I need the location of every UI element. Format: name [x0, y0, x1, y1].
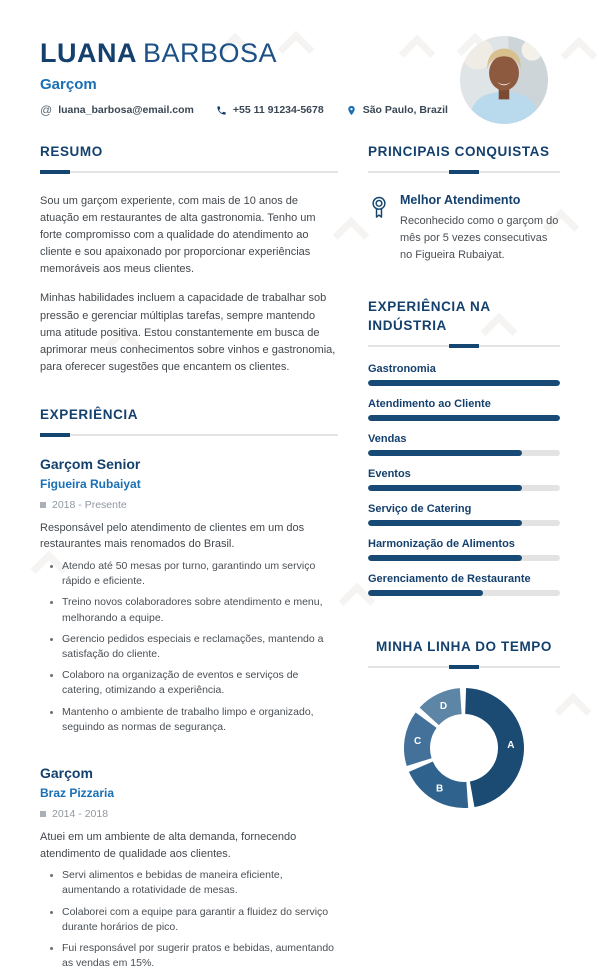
conquistas-heading: PRINCIPAIS CONQUISTAS [368, 144, 550, 159]
skill-item [368, 398, 560, 421]
resumo-paragraph: Minhas habilidades incluem a capacidade de trabalhar sob pressão e gerenciar múltiplas tarefas, sempre mantendo uma atitude positiva. Estou constantemente em busca de aprimorar meus conhecimentos sobre vinhos e gastronomia, para oferecer sugestões que encantem os clientes. [40, 292, 336, 373]
job-bullet: • Servi alimentos e bebidas de maneira eficiente, aumentando a rotatividade de mesas. [62, 868, 338, 898]
email-text: luana_barbosa@email.com [58, 104, 194, 116]
phone-text: +55 11 91234-5678 [232, 104, 324, 116]
svg-text:A: A [507, 740, 515, 752]
job-bullet: • Atendo até 50 mesas por turno, garantindo um serviço rápido e eficiente. [62, 559, 338, 589]
svg-text:C: C [414, 735, 422, 747]
section-resumo [40, 143, 338, 376]
skill-label: Eventos [368, 467, 411, 480]
svg-text:D: D [439, 701, 448, 713]
job-bullet: • Colaborei com a equipe para garantir a fluidez do serviço durante horários de pico. [62, 905, 338, 935]
job-period [40, 499, 338, 511]
achievement-body [400, 193, 560, 264]
skill-bar [368, 415, 560, 421]
industria-heading: EXPERIÊNCIA NA INDÚSTRIA [368, 299, 491, 333]
resumo-heading: RESUMO [40, 144, 103, 159]
divider [368, 666, 560, 668]
job-company: Braz Pizzaria [40, 786, 115, 801]
timeline-heading: MINHA LINHA DO TEMPO [376, 638, 552, 654]
skill-bar [368, 380, 560, 386]
achievement-description: Reconhecido como o garçom do mês por 5 vezes consecutivas no Figueira Rubaiyat. [400, 215, 559, 262]
timeline-donut-chart [398, 682, 530, 814]
skill-label: Gastronomia [368, 362, 436, 375]
header [40, 38, 560, 117]
skill-label: Gerenciamento de Restaurante [368, 572, 531, 585]
job-entry [40, 456, 338, 735]
location-text: São Paulo, Brazil [362, 104, 448, 116]
person-job-title: Garçom [40, 76, 97, 93]
section-industria [368, 298, 560, 595]
section-conquistas [368, 143, 560, 264]
skill-label: Atendimento ao Cliente [368, 397, 491, 410]
divider [368, 345, 560, 347]
skill-bar [368, 520, 560, 526]
skill-bar [368, 590, 560, 596]
job-bullet: • Gerencio pedidos especiais e reclamações, mantendo a satisfação do cliente. [62, 632, 338, 662]
contact-location[interactable] [346, 104, 448, 117]
medal-icon [368, 194, 390, 264]
job-title: Garçom Senior [40, 455, 141, 472]
first-name: LUANA [40, 38, 137, 68]
job-company: Figueira Rubaiyat [40, 476, 141, 491]
calendar-square-icon [40, 811, 46, 817]
section-timeline [368, 638, 560, 814]
svg-text:B: B [435, 783, 444, 795]
period-text: 2018 - Presente [52, 498, 127, 511]
divider [368, 171, 560, 173]
calendar-square-icon [40, 502, 46, 508]
achievement-title: Melhor Atendimento [400, 193, 521, 208]
job-bullet: • Treino novos colaboradores sobre atendimento e menu, melhorando a equipe. [62, 595, 338, 625]
skill-label: Serviço de Catering [368, 502, 472, 515]
experiencia-heading: EXPERIÊNCIA [40, 406, 139, 422]
skill-bar [368, 555, 560, 561]
divider [40, 434, 338, 436]
right-column [368, 143, 560, 971]
achievement-item [368, 193, 560, 264]
skill-item [368, 503, 560, 526]
job-title: Garçom [40, 765, 93, 782]
last-name: BARBOSA [143, 38, 278, 68]
at-icon: @ [40, 103, 53, 117]
job-entry [40, 765, 338, 971]
skill-item [368, 363, 560, 386]
timeline-chart-container [368, 682, 560, 814]
resumo-paragraph: Sou um garçom experiente, com mais de 10 anos de atuação em restaurantes de alta gastronomia. Tenho um forte compromisso com a qualidade do atendimento ao cliente e sou apaixonado por proporcionar experiências memoráveis aos meus clientes. [40, 195, 316, 276]
job-summary: Responsável pelo atendimento de clientes em um dos restaurantes mais renomados do Brasil. [40, 521, 305, 551]
skill-list [368, 363, 560, 596]
phone-icon [216, 105, 227, 116]
divider [40, 171, 338, 173]
job-bullet-list [40, 868, 338, 971]
left-column [40, 143, 338, 971]
job-bullet-list [40, 559, 338, 735]
pin-icon [346, 104, 357, 117]
period-text: 2014 - 2018 [52, 808, 109, 821]
skill-bar [368, 485, 560, 491]
profile-photo [460, 36, 548, 124]
contact-phone[interactable] [216, 104, 324, 116]
skill-item [368, 538, 560, 561]
skill-item [368, 433, 560, 456]
job-summary: Atuei em um ambiente de alta demanda, fornecendo atendimento de qualidade aos clientes. [40, 831, 297, 860]
job-bullet: • Mantenho o ambiente de trabalho limpo e organizado, seguindo as normas de segurança. [62, 705, 338, 735]
job-bullet: • Fui responsável por sugerir pratos e bebidas, aumentando as vendas em 15%. [62, 941, 338, 971]
skill-item [368, 573, 560, 596]
job-bullet: • Colaboro na organização de eventos e serviços de catering, otimizando a experiência. [62, 668, 338, 698]
skill-label: Vendas [368, 432, 407, 445]
skill-bar [368, 450, 560, 456]
contact-email[interactable] [40, 103, 194, 117]
job-period [40, 808, 338, 820]
skill-label: Harmonização de Alimentos [368, 537, 515, 550]
section-experiencia [40, 406, 338, 971]
skill-item [368, 468, 560, 491]
